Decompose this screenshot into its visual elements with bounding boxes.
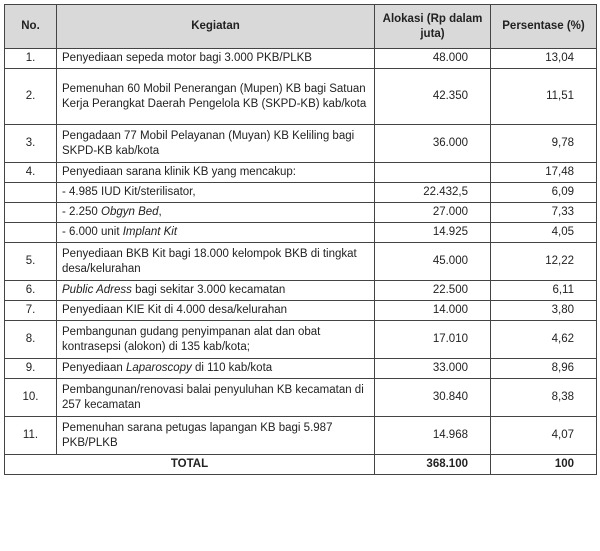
row-no: 5. (5, 243, 57, 281)
total-row (5, 455, 597, 475)
kegiatan-italic: Laparoscopy (125, 362, 192, 374)
table-row (5, 321, 597, 359)
table-row (5, 243, 597, 281)
row-alokasi: 45.000 (375, 243, 491, 281)
row-persentase: 12,22 (491, 243, 597, 281)
kegiatan-text: - 4.985 IUD Kit/sterilisator, (62, 186, 196, 198)
kegiatan-italic: Public Adress (62, 284, 132, 296)
row-alokasi: 14.925 (375, 223, 491, 243)
row-alokasi: 30.840 (375, 379, 491, 417)
kegiatan-text: Penyediaan (62, 362, 126, 374)
row-no (5, 203, 57, 223)
row-alokasi: 17.010 (375, 321, 491, 359)
row-kegiatan: Pemenuhan 60 Mobil Penerangan (Mupen) KB bagi Satuan Kerja Perangkat Daerah Pengelola KB (SKPD-KB) kab/kota (57, 69, 375, 125)
row-kegiatan: Pengadaan 77 Mobil Pelayanan (Muyan) KB Keliling bagi SKPD-KB kab/kota (57, 125, 375, 163)
row-alokasi: 42.350 (375, 69, 491, 125)
row-persentase: 3,80 (491, 301, 597, 321)
total-label: TOTAL (5, 455, 375, 475)
row-alokasi: 36.000 (375, 125, 491, 163)
row-alokasi: 14.000 (375, 301, 491, 321)
row-persentase: 17,48 (491, 163, 597, 183)
row-no: 8. (5, 321, 57, 359)
row-no: 4. (5, 163, 57, 183)
row-persentase: 11,51 (491, 69, 597, 125)
kegiatan-italic: Implant Kit (122, 226, 178, 238)
row-kegiatan: Pemenuhan sarana petugas lapangan KB bagi 5.987 PKB/PLKB (57, 417, 375, 455)
table-row (5, 301, 597, 321)
row-alokasi (375, 163, 491, 183)
row-persentase: 4,62 (491, 321, 597, 359)
header-no: No. (5, 5, 57, 49)
row-alokasi: 48.000 (375, 49, 491, 69)
row-alokasi: 22.500 (375, 281, 491, 301)
row-kegiatan: Penyediaan sarana klinik KB yang mencakup: (57, 163, 375, 183)
row-no (5, 223, 57, 243)
header-persentase: Persentase (%) (491, 5, 597, 49)
allocation-table (4, 4, 597, 475)
row-no: 9. (5, 359, 57, 379)
table-row (5, 359, 597, 379)
table-row (5, 417, 597, 455)
kegiatan-text-tail: di 110 kab/kota (191, 362, 273, 374)
row-no: 3. (5, 125, 57, 163)
row-persentase: 6,11 (491, 281, 597, 301)
row-persentase: 9,78 (491, 125, 597, 163)
row-persentase: 6,09 (491, 183, 597, 203)
table-row (5, 379, 597, 417)
row-no: 7. (5, 301, 57, 321)
row-kegiatan: Penyediaan BKB Kit bagi 18.000 kelompok BKB di tingkat desa/kelurahan (57, 243, 375, 281)
kegiatan-text: - 2.250 (62, 206, 101, 218)
header-kegiatan: Kegiatan (57, 5, 375, 49)
table-row (5, 125, 597, 163)
table-row (5, 203, 597, 223)
row-kegiatan: Pembangunan gudang penyimpanan alat dan obat kontrasepsi (alokon) di 135 kab/kota; (57, 321, 375, 359)
table-row (5, 281, 597, 301)
row-persentase: 4,05 (491, 223, 597, 243)
row-kegiatan (57, 203, 375, 223)
row-no: 1. (5, 49, 57, 69)
row-no: 2. (5, 69, 57, 125)
row-kegiatan (57, 183, 375, 203)
total-alokasi: 368.100 (375, 455, 491, 475)
row-alokasi: 33.000 (375, 359, 491, 379)
kegiatan-text-tail: , (158, 206, 162, 218)
row-no (5, 183, 57, 203)
header-row (5, 5, 597, 49)
table-row (5, 69, 597, 125)
row-persentase: 7,33 (491, 203, 597, 223)
row-persentase: 8,96 (491, 359, 597, 379)
row-no: 10. (5, 379, 57, 417)
kegiatan-italic: Obgyn Bed (101, 206, 159, 218)
kegiatan-text: - 6.000 unit (62, 226, 123, 238)
row-kegiatan (57, 223, 375, 243)
row-alokasi: 27.000 (375, 203, 491, 223)
kegiatan-text-tail: bagi sekitar 3.000 kecamatan (131, 284, 286, 296)
table-row (5, 163, 597, 183)
row-kegiatan: Penyediaan sepeda motor bagi 3.000 PKB/PLKB (57, 49, 375, 69)
header-alokasi: Alokasi (Rp dalam juta) (375, 5, 491, 49)
table-row (5, 183, 597, 203)
row-persentase: 4,07 (491, 417, 597, 455)
total-persentase: 100 (491, 455, 597, 475)
row-alokasi: 14.968 (375, 417, 491, 455)
row-no: 6. (5, 281, 57, 301)
table-row (5, 223, 597, 243)
table-row (5, 49, 597, 69)
table-container (4, 4, 596, 475)
row-kegiatan (57, 281, 375, 301)
row-no: 11. (5, 417, 57, 455)
row-kegiatan: Pembangunan/renovasi balai penyuluhan KB kecamatan di 257 kecamatan (57, 379, 375, 417)
row-kegiatan: Penyediaan KIE Kit di 4.000 desa/kelurahan (57, 301, 375, 321)
row-alokasi: 22.432,5 (375, 183, 491, 203)
row-persentase: 8,38 (491, 379, 597, 417)
row-kegiatan (57, 359, 375, 379)
row-persentase: 13,04 (491, 49, 597, 69)
